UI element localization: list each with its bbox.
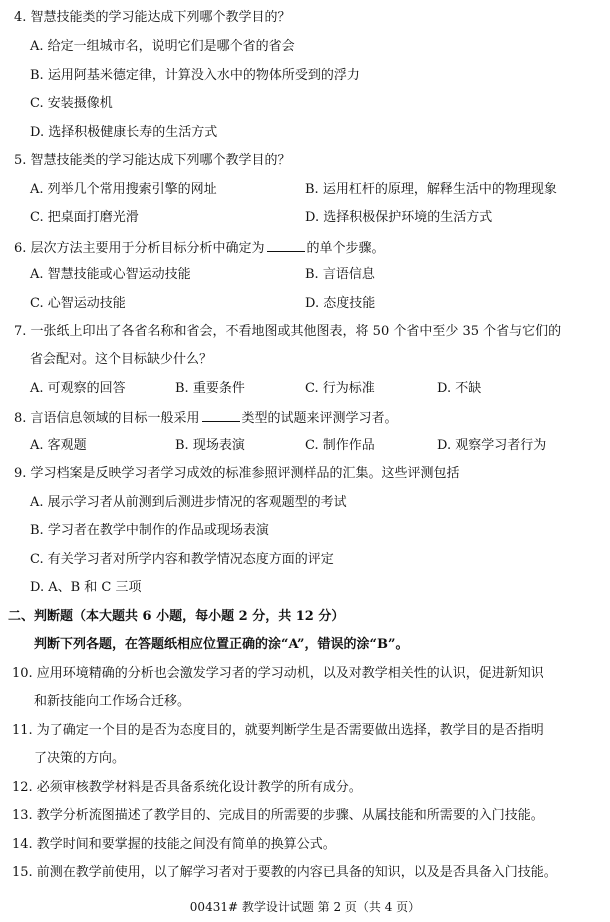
- section-2-title: 二、判断题（本大题共 6 小题，每小题 2 分，共 12 分）: [8, 609, 345, 624]
- answer-blank: [267, 239, 305, 252]
- question-5-stem: 5. 智慧技能类的学习能达成下列哪个教学目的？: [14, 153, 291, 168]
- question-6-option-a: A. 智慧技能或心智运动技能: [30, 267, 191, 282]
- question-11-line1: 11. 为了确定一个目的是否为态度目的，就要判断学生是否需要做出选择，教学目的是否指明: [12, 723, 544, 738]
- question-9-stem: 9. 学习档案是反映学习者学习成效的标准参照评测样品的汇集。这些评测包括: [14, 466, 460, 481]
- question-6-stem-post: 的单个步骤。: [306, 241, 385, 256]
- question-9-option-c: C. 有关学习者对所学内容和教学情况态度方面的评定: [30, 552, 334, 567]
- page-footer: 00431# 教学设计试题 第 2 页（共 4 页）: [189, 900, 421, 914]
- question-5-option-b: B. 运用杠杆的原理，解释生活中的物理现象: [305, 182, 557, 197]
- question-9-option-d: D. A、B 和 C 三项: [30, 580, 142, 595]
- question-4-option-c: C. 安装摄像机: [30, 96, 113, 111]
- question-7-stem-line2: 省会配对。这个目标缺少什么？: [30, 352, 213, 367]
- question-4-option-a: A. 给定一组城市名，说明它们是哪个省的省会: [30, 39, 295, 54]
- question-15: 15. 前测在教学前使用，以了解学习者对于要教的内容已具备的知识，以及是否具备入门技能。: [12, 865, 557, 880]
- question-9-option-a: A. 展示学习者从前测到后测进步情况的客观题型的考试: [30, 495, 347, 510]
- question-9-option-b: B. 学习者在教学中制作的作品或现场表演: [30, 523, 269, 538]
- question-7-option-a: A. 可观察的回答: [30, 381, 126, 396]
- question-8-stem-pre: 8. 言语信息领域的目标一般采用: [14, 411, 200, 426]
- question-10-line1: 10. 应用环境精确的分析也会激发学习者的学习动机，以及对教学相关性的认识，促进新知识: [12, 666, 544, 681]
- question-11-line2: 了决策的方向。: [34, 751, 126, 766]
- question-14: 14. 教学时间和要掌握的技能之间没有简单的换算公式。: [12, 837, 336, 852]
- question-4-stem: 4. 智慧技能类的学习能达成下列哪个教学目的？: [14, 10, 291, 25]
- question-7-option-d: D. 不缺: [437, 381, 482, 396]
- question-13: 13. 教学分析流图描述了教学目的、完成目的所需要的步骤、从属技能和所需要的入门技能。: [12, 808, 544, 823]
- question-6-option-b: B. 言语信息: [305, 267, 375, 282]
- question-8-option-a: A. 客观题: [30, 438, 87, 453]
- answer-blank: [202, 409, 240, 422]
- question-6-option-d: D. 态度技能: [305, 296, 376, 311]
- question-7-option-b: B. 重要条件: [175, 381, 245, 396]
- question-8-stem: [14, 409, 398, 427]
- question-8-option-d: D. 观察学习者行为: [437, 438, 547, 453]
- question-4-option-d: D. 选择积极健康长寿的生活方式: [30, 125, 218, 140]
- question-12: 12. 必须审核教学材料是否具备系统化设计教学的所有成分。: [12, 780, 362, 795]
- question-6-option-c: C. 心智运动技能: [30, 296, 126, 311]
- question-6-stem-pre: 6. 层次方法主要用于分析目标分析中确定为: [14, 241, 265, 256]
- question-5-option-c: C. 把桌面打磨光滑: [30, 210, 139, 225]
- section-2-instruction: 判断下列各题，在答题纸相应位置正确的涂“A”，错误的涂“B”。: [34, 637, 409, 652]
- question-8-option-b: B. 现场表演: [175, 438, 245, 453]
- question-5-option-a: A. 列举几个常用搜索引擎的网址: [30, 182, 217, 197]
- question-5-option-d: D. 选择积极保护环境的生活方式: [305, 210, 493, 225]
- question-4-option-b: B. 运用阿基米德定律，计算没入水中的物体所受到的浮力: [30, 68, 360, 83]
- question-7-option-c: C. 行为标准: [305, 381, 375, 396]
- question-8-stem-post: 类型的试题来评测学习者。: [241, 411, 398, 426]
- question-7-stem-line1: 7. 一张纸上印出了各省名称和省会，不看地图或其他图表，将 50 个省中至少 35 个省与它们的: [14, 324, 562, 339]
- question-10-line2: 和新技能向工作场合迁移。: [34, 694, 191, 709]
- question-8-option-c: C. 制作作品: [305, 438, 375, 453]
- question-6-stem: [14, 239, 385, 257]
